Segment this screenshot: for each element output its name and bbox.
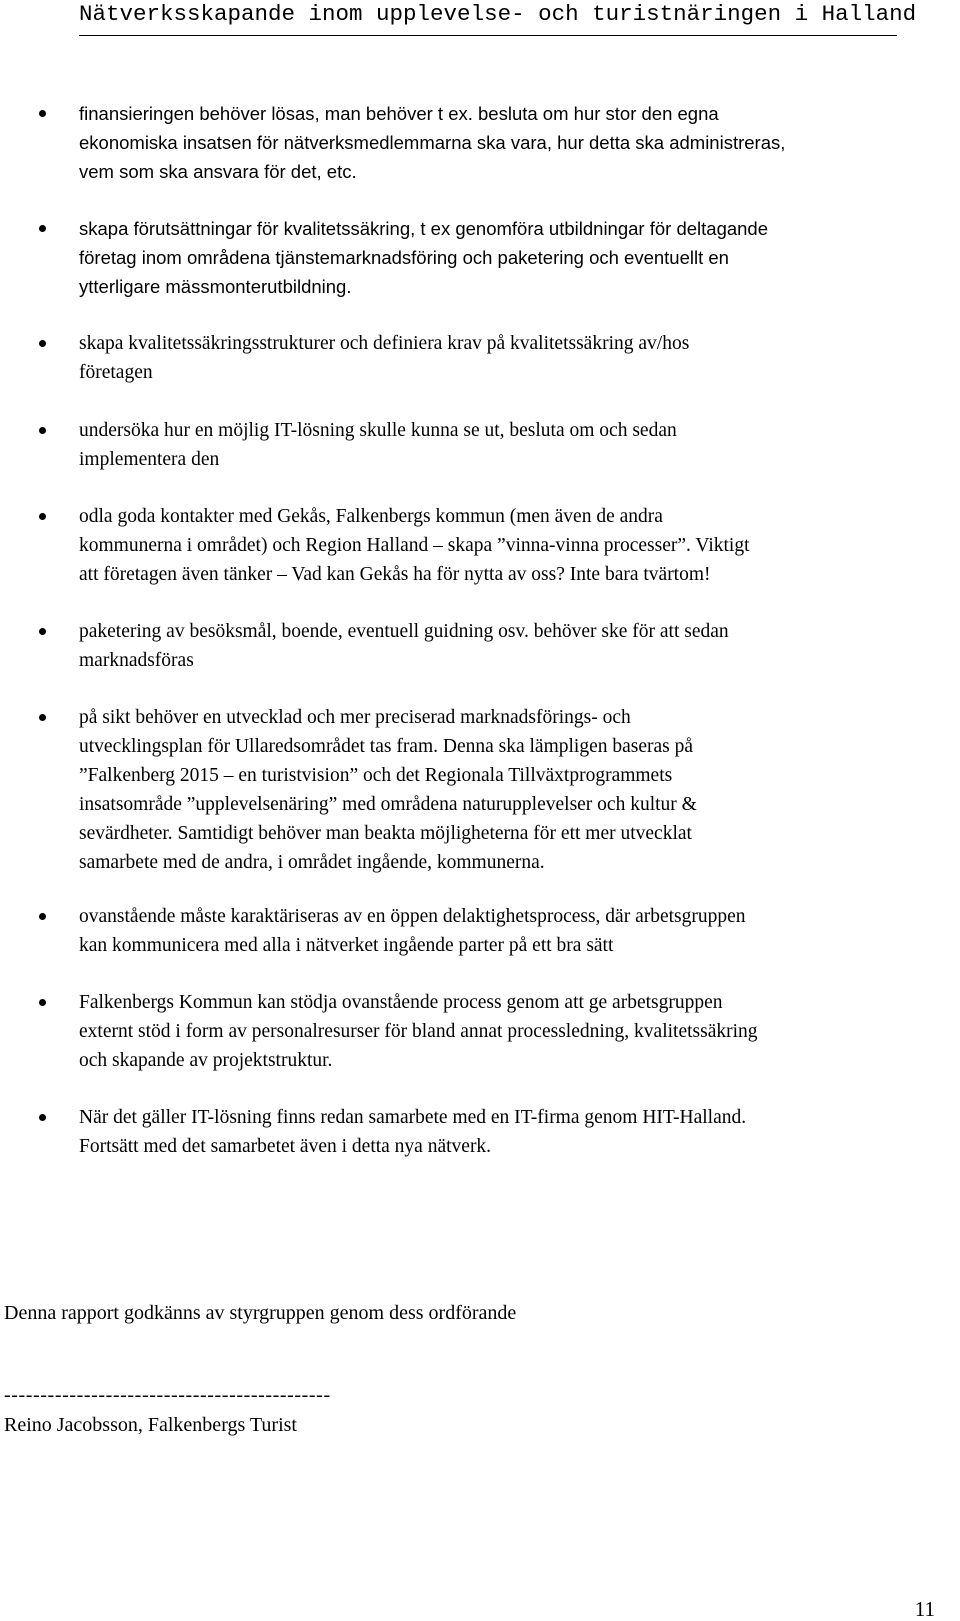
bullet-icon xyxy=(39,714,46,721)
list-item-line: ekonomiska insatsen för nätverksmedlemmarna ska vara, hur detta ska administreras, xyxy=(79,132,786,153)
list-item-line: När det gäller IT-lösning finns redan samarbete med en IT-firma genom HIT-Halland. xyxy=(79,1107,747,1128)
list-item-line: kommunerna i området) och Region Halland – skapa ”vinna-vinna processer”. Viktigt xyxy=(79,535,750,556)
list-item-line: vem som ska ansvara för det, etc. xyxy=(79,161,357,182)
approval-text: Denna rapport godkänns av styrgruppen genom dess ordförande xyxy=(4,1302,517,1324)
bullet-icon xyxy=(39,628,46,635)
bullet-icon xyxy=(39,427,46,434)
list-item-line: Fortsätt med det samarbetet även i detta nya nätverk. xyxy=(79,1136,492,1157)
list-item xyxy=(79,902,959,960)
list-item-line: kan kommunicera med alla i nätverket ingående parter på ett bra sätt xyxy=(79,935,614,956)
document-title: Nätverksskapande inom upplevelse- och turistnäringen i Halland xyxy=(79,1,917,27)
list-item xyxy=(79,1103,959,1161)
list-item-line: skapa förutsättningar för kvalitetssäkring, t ex genomföra utbildningar för deltagande xyxy=(79,218,769,239)
list-item xyxy=(79,502,959,589)
list-item-line: paketering av besöksmål, boende, eventuell guidning osv. behöver ske för att sedan xyxy=(79,621,729,642)
list-item-line: att företagen även tänker – Vad kan Gekås ha för nytta av oss? Inte bara tvärtom! xyxy=(79,564,711,585)
bullet-icon xyxy=(39,913,46,920)
list-item-line: externt stöd i form av personalresurser för bland annat processledning, kvalitetssäkring xyxy=(79,1021,758,1042)
list-item-line: marknadsföras xyxy=(79,650,194,671)
list-item-line: och skapande av projektstruktur. xyxy=(79,1050,333,1071)
list-item-line: finansieringen behöver lösas, man behöver t ex. besluta om hur stor den egna xyxy=(79,103,719,124)
list-item xyxy=(79,988,959,1075)
list-item-line: ovanstående måste karaktäriseras av en öppen delaktighetsprocess, där arbetsgruppen xyxy=(79,906,746,927)
list-item-line: Falkenbergs Kommun kan stödja ovanstående process genom att ge arbetsgruppen xyxy=(79,992,723,1013)
signatory-name: Reino Jacobsson, Falkenbergs Turist xyxy=(4,1414,297,1436)
list-item-line: implementera den xyxy=(79,449,220,470)
list-item-line: på sikt behöver en utvecklad och mer preciserad marknadsförings- och xyxy=(79,707,631,728)
list-item xyxy=(79,416,959,474)
bullet-icon xyxy=(39,340,46,347)
bullet-icon xyxy=(39,1114,46,1121)
list-item xyxy=(79,99,959,186)
list-item-line: ytterligare mässmonterutbildning. xyxy=(79,276,352,297)
list-item-line: utvecklingsplan för Ullaredsområdet tas fram. Denna ska lämpligen baseras på xyxy=(79,736,694,757)
list-item xyxy=(79,617,959,675)
signature-line: --------------------------------------------- xyxy=(4,1384,331,1406)
list-item xyxy=(79,703,959,877)
list-item-line: samarbete med de andra, i området ingående, kommunerna. xyxy=(79,852,545,873)
list-item xyxy=(79,214,959,301)
bullet-icon xyxy=(39,999,46,1006)
list-item-line: ”Falkenberg 2015 – en turistvision” och det Regionala Tillväxtprogrammets xyxy=(79,765,673,786)
list-item xyxy=(79,329,959,387)
page-number: 11 xyxy=(914,1597,935,1621)
list-item-line: insatsområde ”upplevelsenäring” med områdena naturupplevelser och kultur & xyxy=(79,794,697,815)
list-item-line: skapa kvalitetssäkringsstrukturer och definiera krav på kvalitetssäkring av/hos xyxy=(79,333,690,354)
list-item-line: undersöka hur en möjlig IT-lösning skulle kunna se ut, besluta om och sedan xyxy=(79,420,677,441)
bullet-icon xyxy=(39,110,46,117)
list-item-line: odla goda kontakter med Gekås, Falkenbergs kommun (men även de andra xyxy=(79,506,663,527)
list-item-line: företagen xyxy=(79,362,153,383)
list-item-line: sevärdheter. Samtidigt behöver man beakta möjligheterna för ett mer utvecklat xyxy=(79,823,692,844)
bullet-icon xyxy=(39,513,46,520)
list-item-line: företag inom områdena tjänstemarknadsföring och paketering och eventuellt en xyxy=(79,247,729,268)
bullet-icon xyxy=(39,225,46,232)
page-header xyxy=(79,0,917,36)
